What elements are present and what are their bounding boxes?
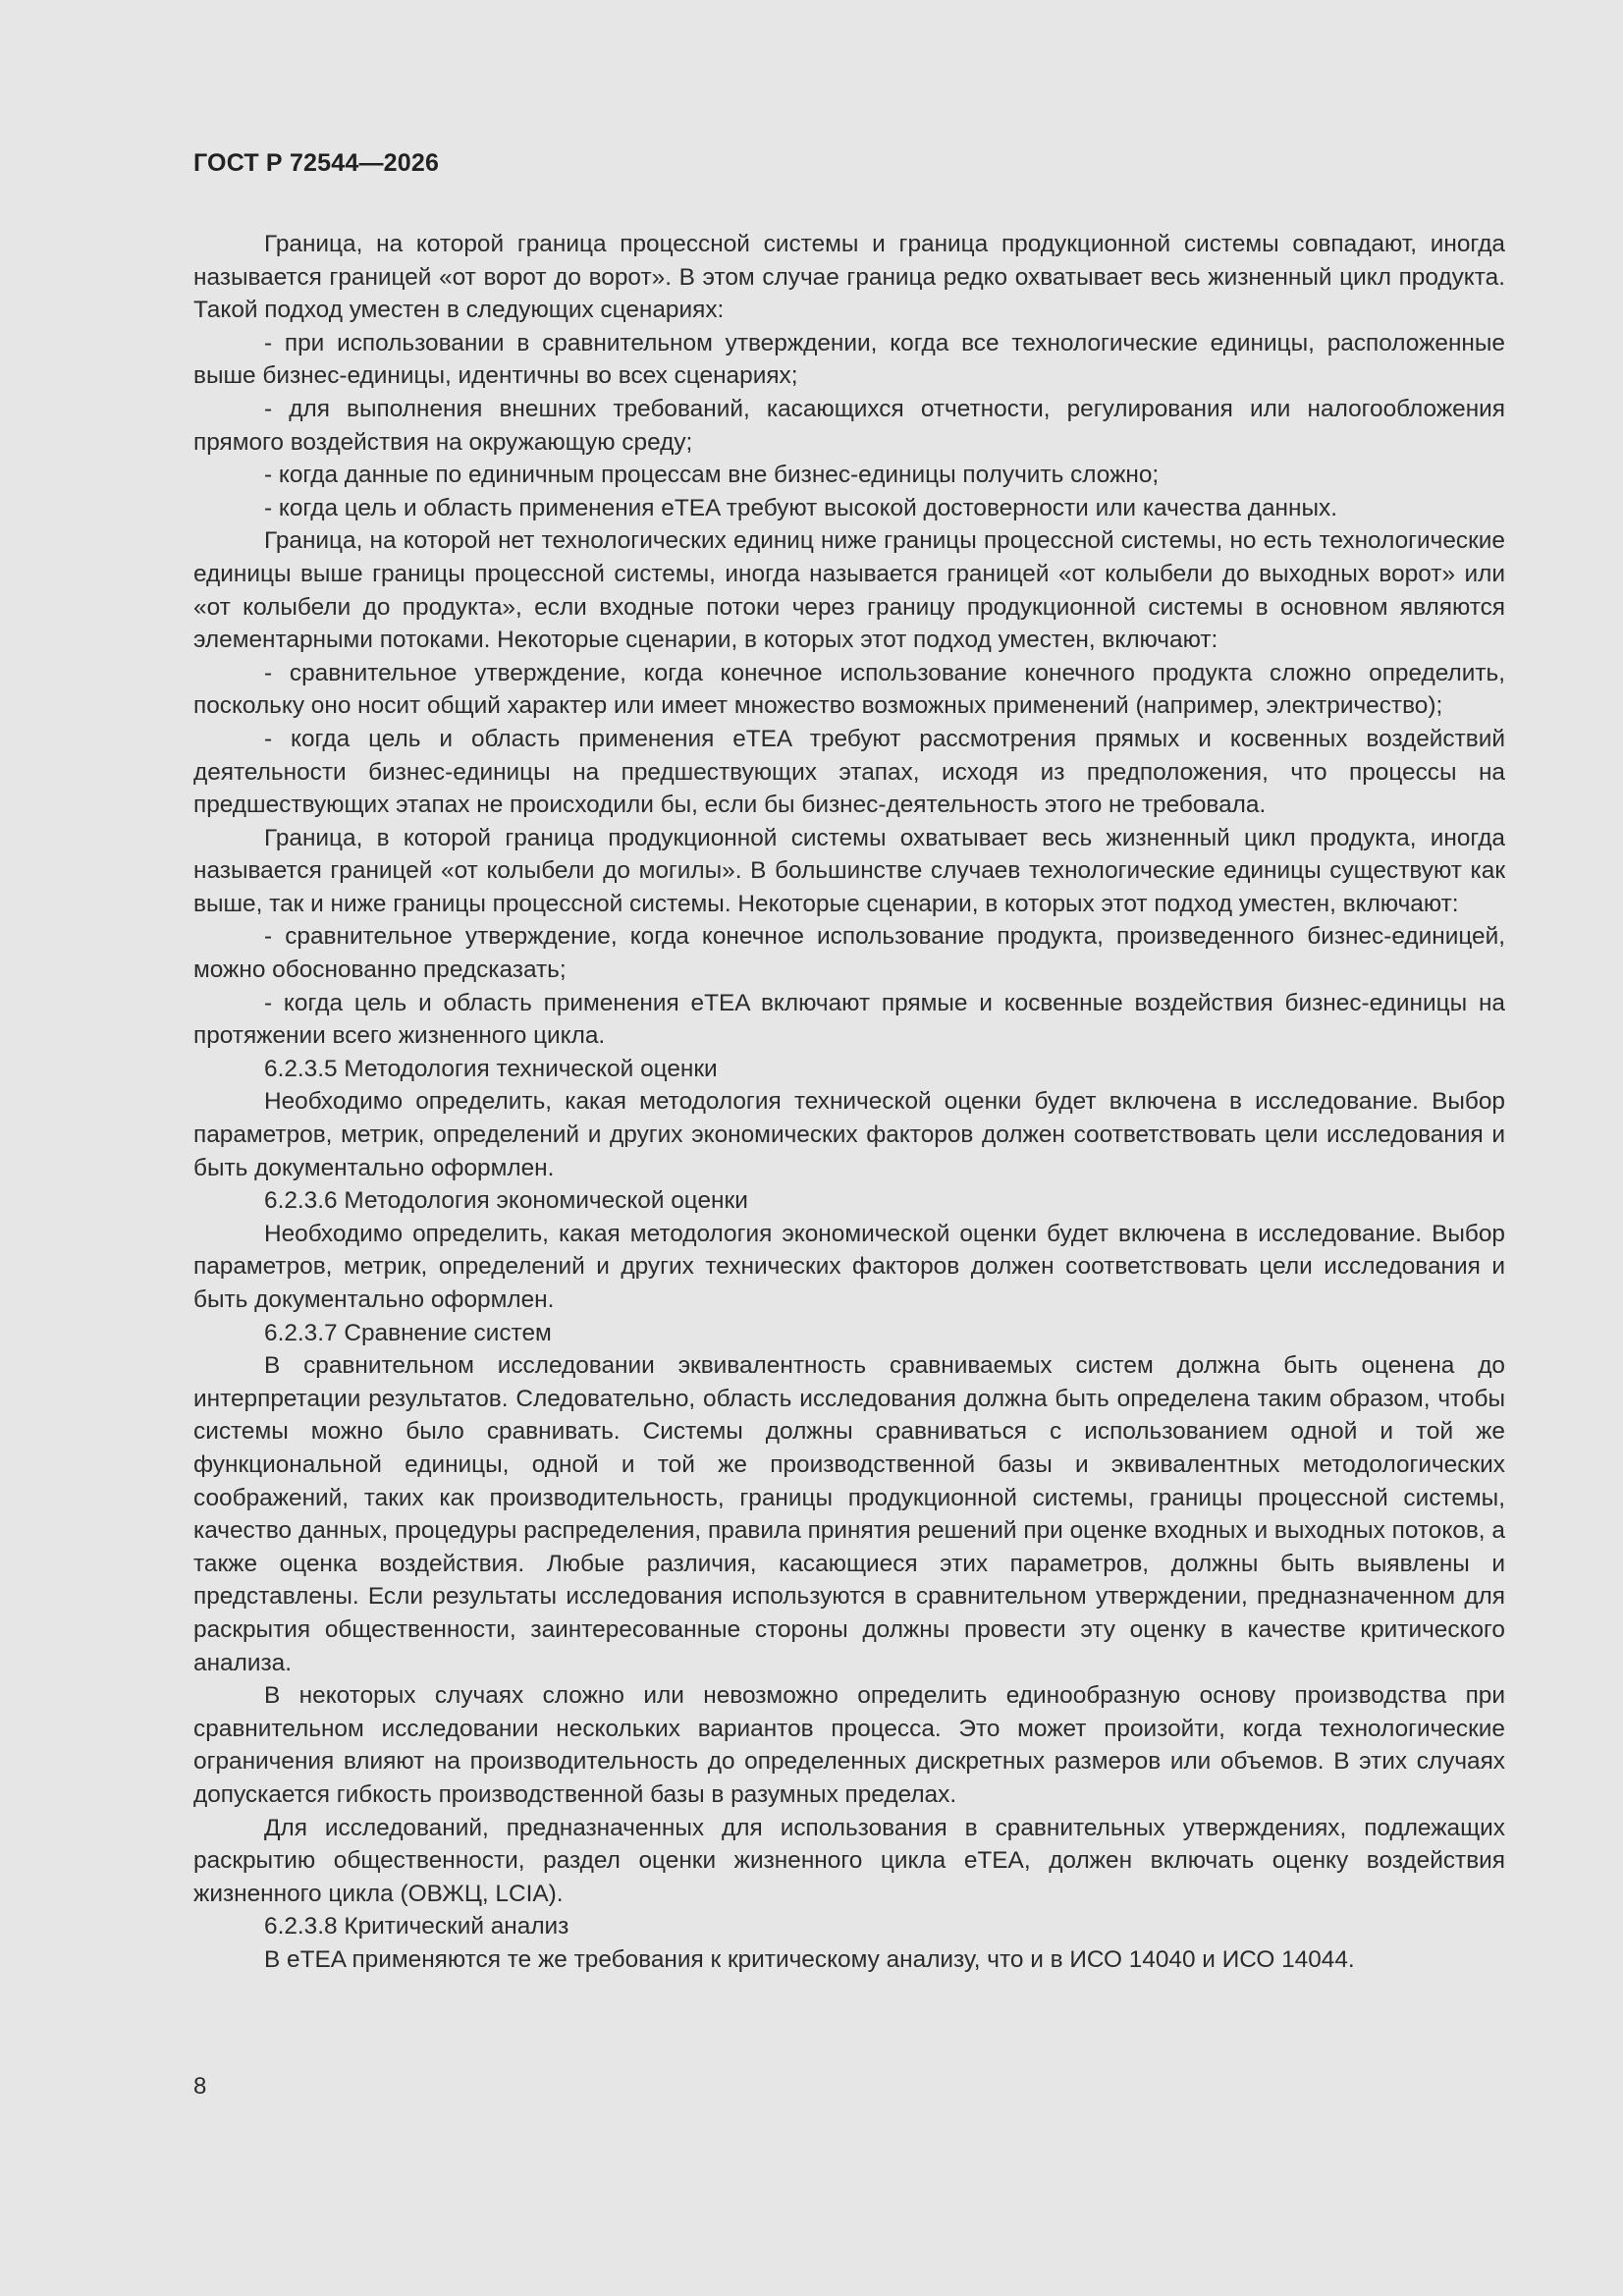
list-item: - сравнительное утверждение, когда конечное использование конечного продукта сложно определить, поскольку оно носит общий характер или имеет множество возможных применений (например, электричество);	[193, 659, 1505, 720]
page-number: 8	[193, 2073, 207, 2100]
paragraph: В eTEA применяются те же требования к критическому анализу, что и в ИСО 14040 и ИСО 14044.	[264, 1945, 1355, 1973]
list-item: - когда цель и область применения eTEA требуют рассмотрения прямых и косвенных воздействий деятельности бизнес-единицы на предшествующих этапах, исходя из предположения, что процессы на предшествующих этапах не происходили бы, если бы бизнес-деятельность этого не требовала.	[193, 725, 1505, 819]
paragraph: Граница, в которой граница продукционной системы охватывает весь жизненный цикл продукта, иногда называется границей «от колыбели до могилы». В большинстве случаев технологические единицы существуют как выше, так и ниже границы процессной системы. Некоторые сценарии, в которых этот подход уместен, включают:	[193, 824, 1505, 917]
document-body	[193, 228, 1505, 1976]
paragraph: Граница, на которой нет технологических единиц ниже границы процессной системы, но есть технологические единицы выше границы процессной системы, иногда называется границей «от колыбели до выходных ворот» или «от колыбели до продукта», если входные потоки через границу продукционной системы в основном являются элементарными потоками. Некоторые сценарии, в которых этот подход уместен, включают:	[193, 527, 1505, 654]
list-item: - когда данные по единичным процессам вне бизнес-единицы получить сложно;	[264, 462, 1160, 489]
document-header: ГОСТ Р 72544—2026	[193, 149, 440, 177]
paragraph: Граница, на которой граница процессной системы и граница продукционной системы совпадают, иногда называется границей «от ворот до ворот». В этом случае граница редко охватывает весь жизненный цикл продукта. Такой подход уместен в следующих сценариях:	[193, 231, 1505, 324]
list-item: - при использовании в сравнительном утверждении, когда все технологические единицы, расположенные выше бизнес-единицы, идентичны во всех сценариях;	[193, 329, 1505, 390]
section-heading: 6.2.3.5 Методология технической оценки	[264, 1055, 718, 1082]
list-item: - когда цель и область применения eTEA включают прямые и косвенные воздействия бизнес-единицы на протяжении всего жизненного цикла.	[193, 989, 1505, 1050]
paragraph: В сравнительном исследовании эквивалентность сравниваемых систем должна быть оценена до интерпретации результатов. Следовательно, область исследования должна быть определена таким образом, чтобы системы можно было сравнивать. Системы должны сравниваться с использованием одной и той же функциональной единицы, одной и той же производственной базы и эквивалентных методологических соображений, таких как производительность, границы продукционной системы, границы процессной системы, качество данных, процедуры распределения, правила принятия решений при оценке входных и выходных потоков, а также оценка воздействия. Любые различия, касающиеся этих параметров, должны быть выявлены и представлены. Если результаты исследования используются в сравнительном утверждении, предназначенном для раскрытия общественности, заинтересованные стороны должны провести эту оценку в качестве критического анализа.	[193, 1352, 1505, 1676]
list-item: - сравнительное утверждение, когда конечное использование продукта, произведенного бизнес-единицей, можно обоснованно предсказать;	[193, 923, 1505, 984]
section-heading: 6.2.3.8 Критический анализ	[264, 1913, 569, 1941]
list-item: - когда цель и область применения eTEA требуют высокой достоверности или качества данных.	[264, 494, 1337, 521]
paragraph: Необходимо определить, какая методология экономической оценки будет включена в исследование. Выбор параметров, метрик, определений и других технических факторов должен соответствовать цели исследования и быть документально оформлен.	[193, 1220, 1505, 1313]
section-heading: 6.2.3.6 Методология экономической оценки	[264, 1187, 748, 1215]
list-item: - для выполнения внешних требований, касающихся отчетности, регулирования или налогообложения прямого воздействия на окружающую среду;	[193, 395, 1505, 456]
paragraph: Необходимо определить, какая методология технической оценки будет включена в исследование. Выбор параметров, метрик, определений и других экономических факторов должен соответствовать цели исследования и быть документально оформлен.	[193, 1088, 1505, 1181]
paragraph: Для исследований, предназначенных для использования в сравнительных утверждениях, подлежащих раскрытию общественности, раздел оценки жизненного цикла eTEA, должен включать оценку воздействия жизненного цикла (ОВЖЦ, LCIA).	[193, 1814, 1505, 1907]
section-heading: 6.2.3.7 Сравнение систем	[264, 1319, 552, 1346]
paragraph: В некоторых случаях сложно или невозможно определить единообразную основу производства при сравнительном исследовании нескольких вариантов процесса. Это может произойти, когда технологические ограничения влияют на производительность до определенных дискретных размеров или объемов. В этих случаях допускается гибкость производственной базы в разумных пределах.	[193, 1682, 1505, 1808]
